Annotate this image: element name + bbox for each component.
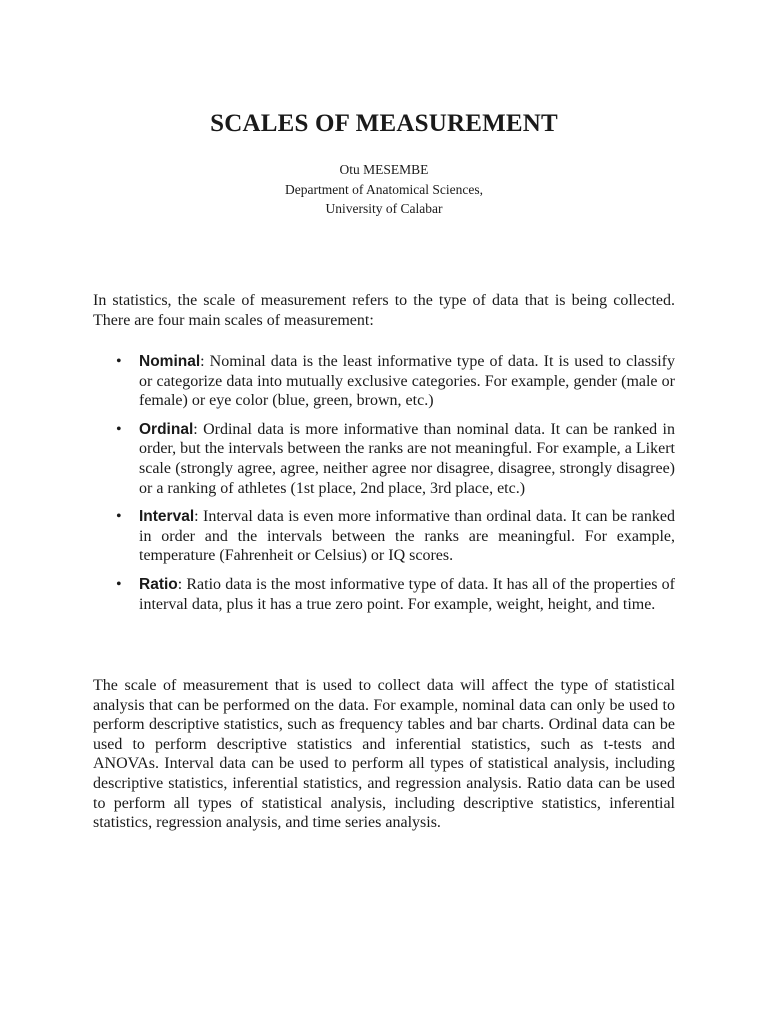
author-institution: University of Calabar (325, 201, 443, 216)
author-name: Otu MESEMBE (339, 162, 429, 177)
closing-paragraph: The scale of measurement that is used to collect data will affect the type of statistical analysis that can be performed on the data. For example, nominal data can only be used to perform descriptive statistics, such as frequency tables and bar charts. Ordinal data can be used to perform descriptive statistics and inferential statistics, such as t-tests and ANOVAs. Interval data can be used to perform all types of statistical analysis, including descriptive statistics, inferential statistics, and regression analysis. Ratio data can be used to perform all types of statistical analysis, including descriptive statistics, inferential statistics, regression analysis, and time series analysis. (93, 677, 675, 832)
definition-ordinal: : Ordinal data is more informative than nominal data. It can be ranked in order, but the intervals between the ranks are not meaningful. For example, a Likert scale (strongly agree, agree, neither agree nor disagree, disagree, strongly disagree) or a ranking of athletes (1st place, 2nd place, 3rd place, etc.) (139, 420, 675, 497)
bullet-icon: • (116, 353, 122, 370)
bullet-icon: • (116, 420, 122, 438)
definition-ratio: : Ratio data is the most informative type of data. It has all of the properties of interval data, plus it has a true zero point. For example, weight, height, and time. (139, 575, 675, 613)
term-ratio: Ratio (139, 575, 178, 593)
definition-interval: : Interval data is even more informative than ordinal data. It can be ranked in order and the intervals between the ranks are meaningful. For example, temperature (Fahrenheit or Celsius) or IQ scores. (139, 508, 675, 565)
list-item-interval (93, 507, 675, 566)
bullet-icon: • (116, 508, 122, 526)
author-department: Department of Anatomical Sciences, (285, 181, 483, 197)
term-interval: Interval (139, 508, 195, 526)
list-item-ordinal (93, 420, 675, 498)
scales-list (93, 352, 675, 623)
list-item-ratio (93, 575, 675, 614)
list-item-nominal (93, 352, 675, 411)
page-title: SCALES OF MEASUREMENT (210, 110, 558, 137)
bullet-icon: • (116, 575, 122, 593)
term-ordinal: Ordinal (139, 420, 194, 438)
author-block (0, 160, 768, 219)
definition-nominal: : Nominal data is the least informative type of data. It is used to classify or categorize data into mutually exclusive categories. For example, gender (male or female) or eye color (blue, green, brown, etc.) (139, 353, 675, 410)
intro-paragraph: In statistics, the scale of measurement refers to the type of data that is being collected. There are four main scales of measurement: (93, 292, 675, 329)
term-nominal: Nominal (139, 353, 201, 370)
